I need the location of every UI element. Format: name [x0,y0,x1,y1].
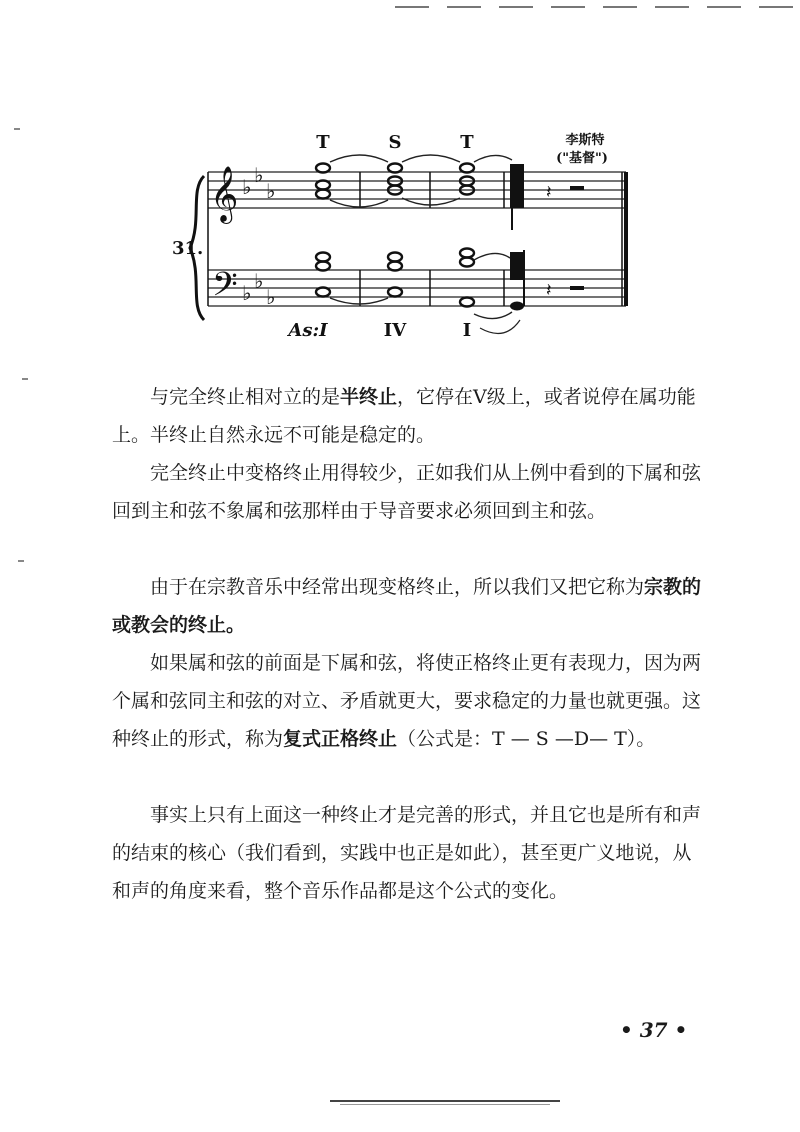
paragraph-text: 如果属和弦的前面是下属和弦，将使正格终止更有表现力，因为两个属和弦同主和弦的对立、矛盾就更大，要求稳定的力量也就更强。这种终止的形式，称为 [112,652,702,750]
paragraph-half-cadence [112,378,702,454]
paragraph-text: （公式是：T — S —D— T）。 [397,728,656,750]
paragraph-perfect-form [112,796,702,910]
degree-label-i1: As:I [288,320,328,341]
top-dashed-rule [395,6,800,8]
scan-speck [18,560,24,562]
key-signature-flats [242,163,275,309]
svg-text:♭: ♭ [266,179,276,203]
paragraph-text: 完全终止中变格终止用得较少，正如我们从上例中看到的下属和弦回到主和弦不象属和弦那样由于导音要求必须回到主和弦。 [112,462,702,522]
term-church-cadence: 宗教的或教会的终止。 [112,576,702,636]
function-label-t2: T [460,132,474,153]
svg-text:♭: ♭ [254,163,264,187]
svg-text:𝄽: 𝄽 [546,280,552,301]
function-label-t1: T [316,132,330,153]
chord-notes [316,164,474,307]
degree-label-iv: IV [383,320,407,341]
page-number: • 37 • [620,1018,688,1042]
work-title: ("基督") [556,151,608,166]
ties [330,155,512,319]
music-score-example [160,120,640,350]
svg-text:♭: ♭ [254,269,264,293]
bottom-rule [330,1100,560,1102]
paragraph-text: ，它停在Ⅴ级上，或者说停在属功能上。半终止自然永远不可能是稳定的。 [112,386,696,446]
paragraph-text: 与完全终止相对立的是 [150,386,341,408]
term-compound-cadence: 复式正格终止 [283,728,398,750]
svg-text:♭: ♭ [242,175,252,199]
degree-label-i2: I [462,320,472,341]
paragraph-church-cadence [112,568,702,644]
svg-text:♭: ♭ [242,281,252,305]
paragraph-plagal-cadence [112,454,702,530]
svg-text:♭: ♭ [266,285,276,309]
function-label-s: S [388,132,402,153]
paragraph-compound-cadence [112,644,702,758]
scan-speck [14,128,20,130]
composer-name: 李斯特 [565,133,605,148]
treble-clef: 𝄞 [210,166,239,222]
scan-speck [22,378,28,380]
paragraph-text: 事实上只有上面这一种终止才是完善的形式，并且它也是所有和声的结束的核心（我们看到，实践中也正是如此），甚至更广义地说，从和声的角度来看，整个音乐作品都是这个公式的变化。 [112,804,702,902]
svg-text:𝄽: 𝄽 [546,182,552,203]
term-half-cadence: 半终止 [340,386,398,408]
degree-slur [480,320,520,333]
bass-clef: 𝄢 [212,266,238,312]
bottom-rule-thin [340,1104,550,1105]
paragraph-text: 由于在宗教音乐中经常出现变格终止，所以我们又把它称为 [150,576,645,598]
example-number: 31. [172,238,204,259]
